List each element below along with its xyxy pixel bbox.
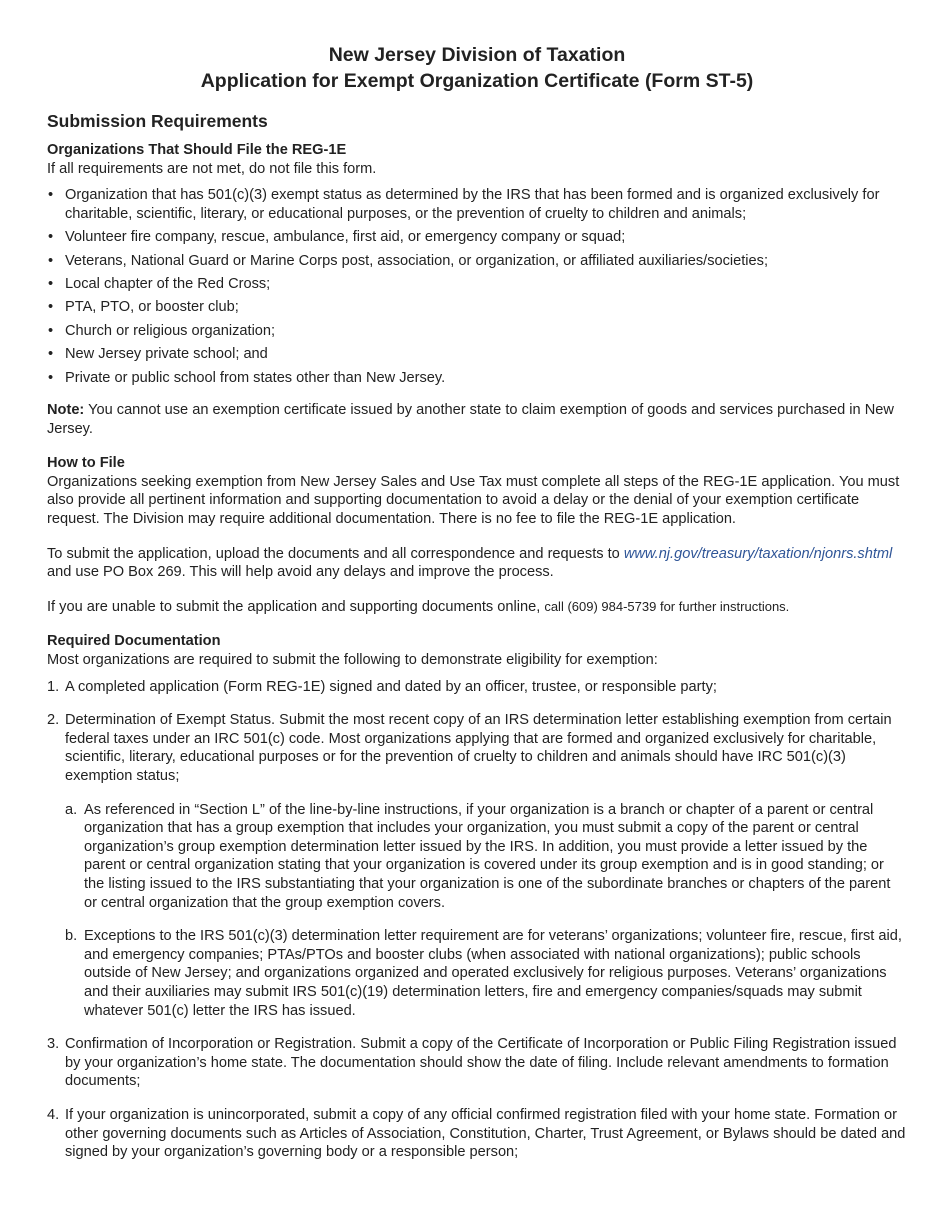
- list-item: • Church or religious organization;: [48, 322, 276, 339]
- list-item: • Volunteer fire company, rescue, ambulance, first aid, or emergency company or squad;: [48, 229, 626, 246]
- offline-instructions: If you are unable to submit the application and supporting documents online, call (609) 984-5739 for further instructions.: [47, 598, 790, 615]
- bullet-icon: •: [48, 187, 54, 204]
- how-to-file-block: [47, 454, 907, 616]
- list-item: • Private or public school from states other than New Jersey.: [48, 369, 446, 386]
- list-item: • Organization that has 501(c)(3) exempt status as determined by the IRS that has been formed and is organized exclusively for charitable, scientific, literary, or educational purposes, or the prevention of cruelty to children and animals;: [48, 187, 880, 222]
- list-item: a. As referenced in “Section L” of the line-by-line instructions, if your organization is a branch or chapter of a parent or central organization that has a group exemption that includes your organization, you must submit a copy of the parent or central organization’s group exemption determination letter issued by the IRS. In addition, you must provide a letter issued by the parent or central organization stating that your organization is covered under its group exemption and is in good standing; or the listing issued to the IRS substantiating that your organization is one of the subordinate branches or chapters of the parent or central organization that the group exemption covers.: [65, 801, 891, 911]
- who-should-file-heading: Organizations That Should File the REG-1E: [47, 142, 347, 158]
- list-item: • New Jersey private school; and: [48, 346, 268, 363]
- njonrs-link[interactable]: www.nj.gov/treasury/taxation/njonrs.shtml: [623, 545, 893, 562]
- title-line-form: Application for Exempt Organization Certificate (Form ST-5): [200, 70, 754, 92]
- list-item: 3. Confirmation of Incorporation or Registration. Submit a copy of the Certificate of Incorporation or Public Filing Registration issued by your organization’s home state. The documentation should show the date of filing. Include relevant amendments to formation documents;: [47, 1036, 897, 1090]
- bullet-icon: •: [48, 322, 54, 339]
- note-text: You cannot use an exemption certificate issued by another state to claim exemption of goods and services purchased in New Jersey.: [47, 402, 894, 437]
- upload-instructions: To submit the application, upload the documents and all correspondence and requests to www.nj.gov/treasury/taxation/njonrs.shtml and use PO Box 269. This will help avoid any delays and improve the process.: [47, 545, 893, 581]
- bullet-icon: •: [48, 252, 54, 269]
- title-line-agency: New Jersey Division of Taxation: [328, 44, 626, 66]
- list-item: 2. Determination of Exempt Status. Submit the most recent copy of an IRS determination letter establishing exemption from certain federal taxes under an IRC 501(c) code. Most organizations applying that are formed and organized exclusively for charitable, scientific, literary, educational purposes or for the prevention of cruelty to children and animals should have IRC 501(c)(3) exemption status; a. As referenced in “Section L” of the line-by-line instructions, if your organization is a branch or chapter of a parent or central organization that has a group exemption that includes your organization, you must submit a copy of the parent or central organization’s group exemption determination letter issued by the IRS. In addition, you must provide a letter issued by the parent or central organization stating that your organization is covered under its group exemption and is in good standing; or the listing issued to the IRS substantiating that your organization is one of the subordinate branches or chapters of the parent or central organization that the group exemption covers. b. Exceptions to the IRS 501(c)(3) determination letter requirement are for veterans’ organizations; volunteer fire, rescue, first aid, and emergency companies; PTAs/PTOs and booster clubs (when associated with national organizations); public schools outside of New Jersey; and organizations organized and operated exclusively for religious purposes. Veterans’ organizations and their auxiliaries may submit IRS 501(c)(19) determination letters, fire and emergency companies/squads may submit whatever 501(c) letter the IRS has issued.: [47, 711, 907, 1020]
- who-should-file-block: [47, 141, 907, 387]
- bullet-icon: •: [48, 346, 54, 363]
- section-heading: Submission Requirements: [47, 111, 268, 131]
- eligibility-list: [47, 186, 907, 387]
- document-page: [47, 42, 907, 1177]
- required-docs-list: [47, 678, 907, 1162]
- bullet-icon: •: [48, 299, 54, 316]
- required-docs-heading: Required Documentation: [47, 633, 221, 650]
- list-item: b. Exceptions to the IRS 501(c)(3) determination letter requirement are for veterans’ organizations; volunteer fire, rescue, first aid, and emergency companies; PTAs/PTOs and booster clubs (when associated with national organizations); public schools outside of New Jersey; and organizations organized and operated exclusively for religious purposes. Veterans’ organizations and their auxiliaries may submit IRS 501(c)(19) determination letters, fire and emergency companies/squads may submit whatever 501(c) letter the IRS has issued.: [65, 928, 902, 1019]
- list-item: • PTA, PTO, or booster club;: [48, 299, 239, 316]
- how-to-file-heading: How to File: [47, 455, 125, 472]
- phone-instructions: call (609) 984-5739 for further instructions.: [544, 598, 790, 614]
- list-item: • Veterans, National Guard or Marine Corps post, association, or organization, or affiliated auxiliaries/societies;: [48, 252, 769, 269]
- how-to-file-paragraph: Organizations seeking exemption from New Jersey Sales and Use Tax must complete all steps of the REG-1E application. You must also provide all pertinent information and supporting documentation to avoid a delay or the denial of your exemption certificate request. The Division may require additional documentation. There is no fee to file the REG-1E application.: [47, 473, 900, 528]
- bullet-icon: •: [48, 369, 54, 386]
- document-title: [47, 42, 907, 94]
- list-item: 1. A completed application (Form REG-1E) signed and dated by an officer, trustee, or responsible party;: [47, 678, 717, 695]
- list-item: 4. If your organization is unincorporated, submit a copy of any official confirmed registration filed with your home state. Formation or other governing documents such as Articles of Association, Constitution, Charter, Trust Agreement, or Bylaws should be dated and signed by your organization’s governing body or a responsible person;: [47, 1106, 906, 1161]
- bullet-icon: •: [48, 229, 54, 246]
- list-item: • Local chapter of the Red Cross;: [48, 275, 271, 292]
- exempt-status-sublist: [65, 801, 907, 1021]
- required-docs-intro: Most organizations are required to submit the following to demonstrate eligibility for exemption:: [47, 652, 658, 669]
- who-should-file-intro: If all requirements are not met, do not file this form.: [47, 160, 377, 177]
- note-label: Note:: [47, 402, 85, 419]
- required-docs-block: [47, 632, 907, 1161]
- note-paragraph: [47, 401, 907, 438]
- bullet-icon: •: [48, 275, 54, 292]
